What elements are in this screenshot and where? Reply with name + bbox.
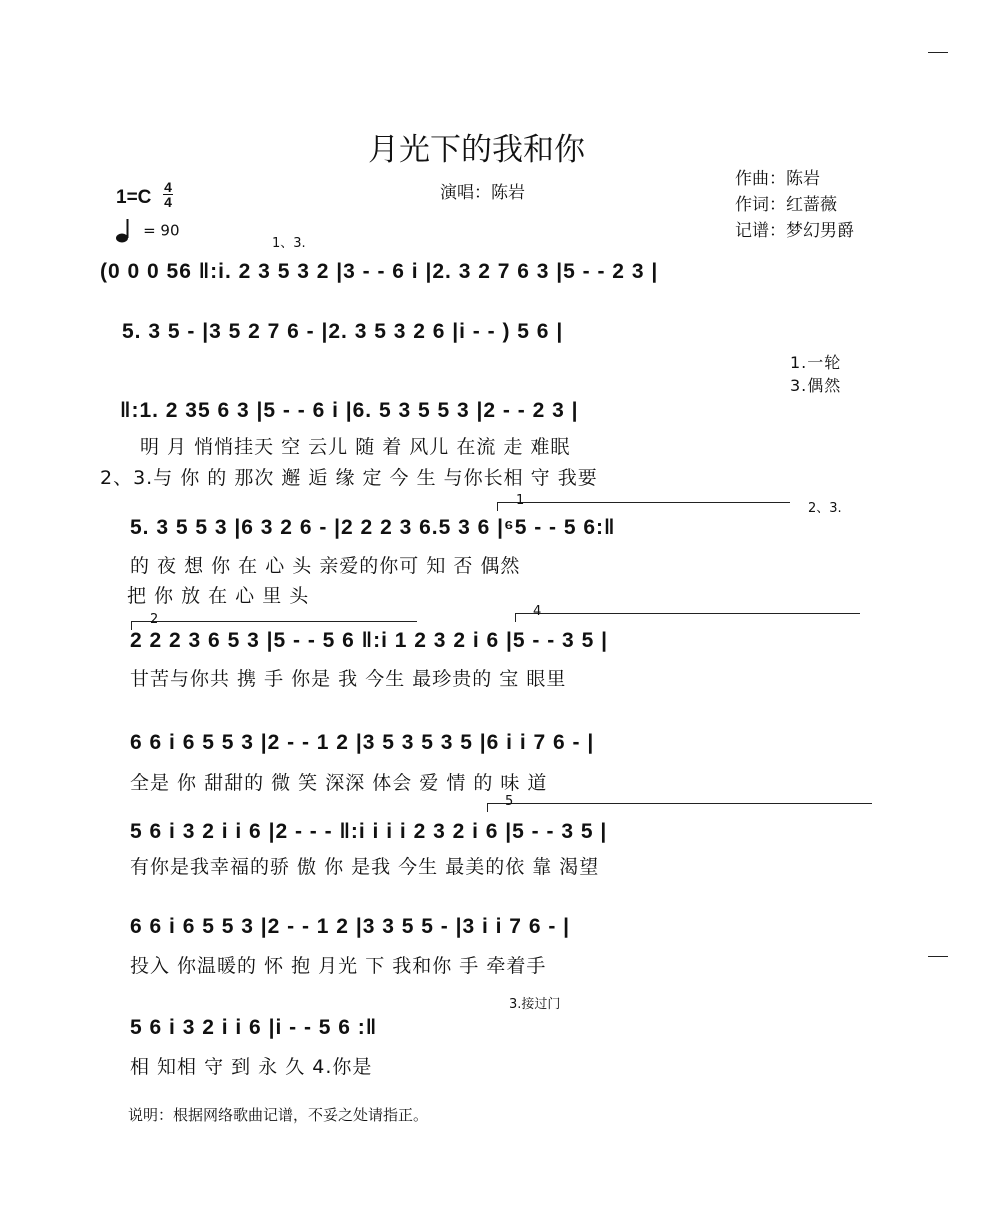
lyric-verse-3-pickup: 3.偶然 xyxy=(790,376,842,395)
lyric-line: 把 你 放 在 心 里 头 xyxy=(127,585,310,607)
lyric-verse-1-pickup: 1.一轮 xyxy=(790,353,842,372)
notation-row-7: 5 6 i 3 2 i i 6 |2 - - - ‖:i i i i 2 3 2 i 6 |5 - - 3 5 | xyxy=(130,820,608,843)
notation-row-3: ‖:1. 2 35 6 3 |5 - - 6 i |6. 5 3 5 5 3 |2 - - 2 3 | xyxy=(120,399,579,422)
volta-label: 2、3. xyxy=(808,501,842,516)
transcriber-credit: 记谱：梦幻男爵 xyxy=(735,221,854,241)
lyric-line: 的 夜 想 你 在 心 头 亲爱的你可 知 否 偶然 xyxy=(130,555,521,577)
lyric-line: 投入 你温暖的 怀 抱 月光 下 我和你 手 牵着手 xyxy=(130,955,547,977)
composer-credit: 作曲：陈岩 xyxy=(735,169,820,189)
margin-mark xyxy=(928,52,948,53)
lyric-line: 全是 你 甜甜的 微 笑 深深 体会 爱 情 的 味 道 xyxy=(130,772,548,794)
volta-label: 5 xyxy=(505,794,514,809)
margin-mark xyxy=(928,956,948,957)
notation-row-5: 2 2 2 3 6 5 3 |5 - - 5 6 ‖:i 1 2 3 2 i 6 |5 - - 3 5 | xyxy=(130,629,608,652)
quarter-note-icon xyxy=(114,218,138,244)
volta-bracket xyxy=(487,803,872,812)
footer-note: 说明：根据网络歌曲记谱，不妥之处请指正。 xyxy=(128,1106,429,1124)
tempo-marking xyxy=(114,218,180,244)
volta-bracket xyxy=(515,613,860,622)
lyric-line: 明 月 悄悄挂天 空 云儿 随 着 风儿 在流 走 难眠 xyxy=(140,436,571,458)
notation-row-9: 5 6 i 3 2 i i 6 |i - - 5 6 :‖ xyxy=(130,1016,378,1039)
lyricist-credit: 作词：红蔷薇 xyxy=(735,195,837,215)
song-title: 月光下的我和你 xyxy=(368,132,585,168)
lyric-line: 2、3.与 你 的 那次 邂 逅 缘 定 今 生 与你长相 守 我要 xyxy=(100,467,598,489)
lyric-line: 甘苦与你共 携 手 你是 我 今生 最珍贵的 宝 眼里 xyxy=(130,668,567,690)
singer-credit: 演唱：陈岩 xyxy=(440,183,525,203)
time-signature-top: 4 xyxy=(164,179,172,195)
notation-row-8: 6 6 i 6 5 5 3 |2 - - 1 2 |3 3 5 5 - |3 i i 7 6 - | xyxy=(130,915,571,938)
notation-row-1: (0 0 0 56 ‖:i. 2 3 5 3 2 |3 - - 6 i |2. 3 2 7 6 3 |5 - - 2 3 | xyxy=(100,260,659,283)
volta-bracket xyxy=(497,502,790,511)
time-signature xyxy=(163,180,173,209)
notation-row-4: 5. 3 5 5 3 |6 3 2 6 - |2 2 2 3 6.5 3 6 |⁶5 - - 5 6:‖ xyxy=(130,516,616,539)
key-signature: 1=C xyxy=(116,187,152,208)
volta-label: 4 xyxy=(533,604,542,619)
volta-label: 1 xyxy=(516,493,525,508)
lyric-line: 相 知相 守 到 永 久 4.你是 xyxy=(130,1056,373,1078)
volta-label: 1、3. xyxy=(272,236,306,251)
volta-label: 3.接过门 xyxy=(509,997,561,1012)
notation-row-2: 5. 3 5 - |3 5 2 7 6 - |2. 3 5 3 2 6 |i - - ) 5 6 | xyxy=(122,320,564,343)
volta-label: 2 xyxy=(150,612,159,627)
lyric-line: 有你是我幸福的骄 傲 你 是我 今生 最美的依 靠 渴望 xyxy=(130,856,600,878)
notation-row-6: 6 6 i 6 5 5 3 |2 - - 1 2 |3 5 3 5 3 5 |6 i i 7 6 - | xyxy=(130,731,595,754)
time-signature-bottom: 4 xyxy=(164,194,172,210)
tempo-value: = 90 xyxy=(143,221,180,240)
